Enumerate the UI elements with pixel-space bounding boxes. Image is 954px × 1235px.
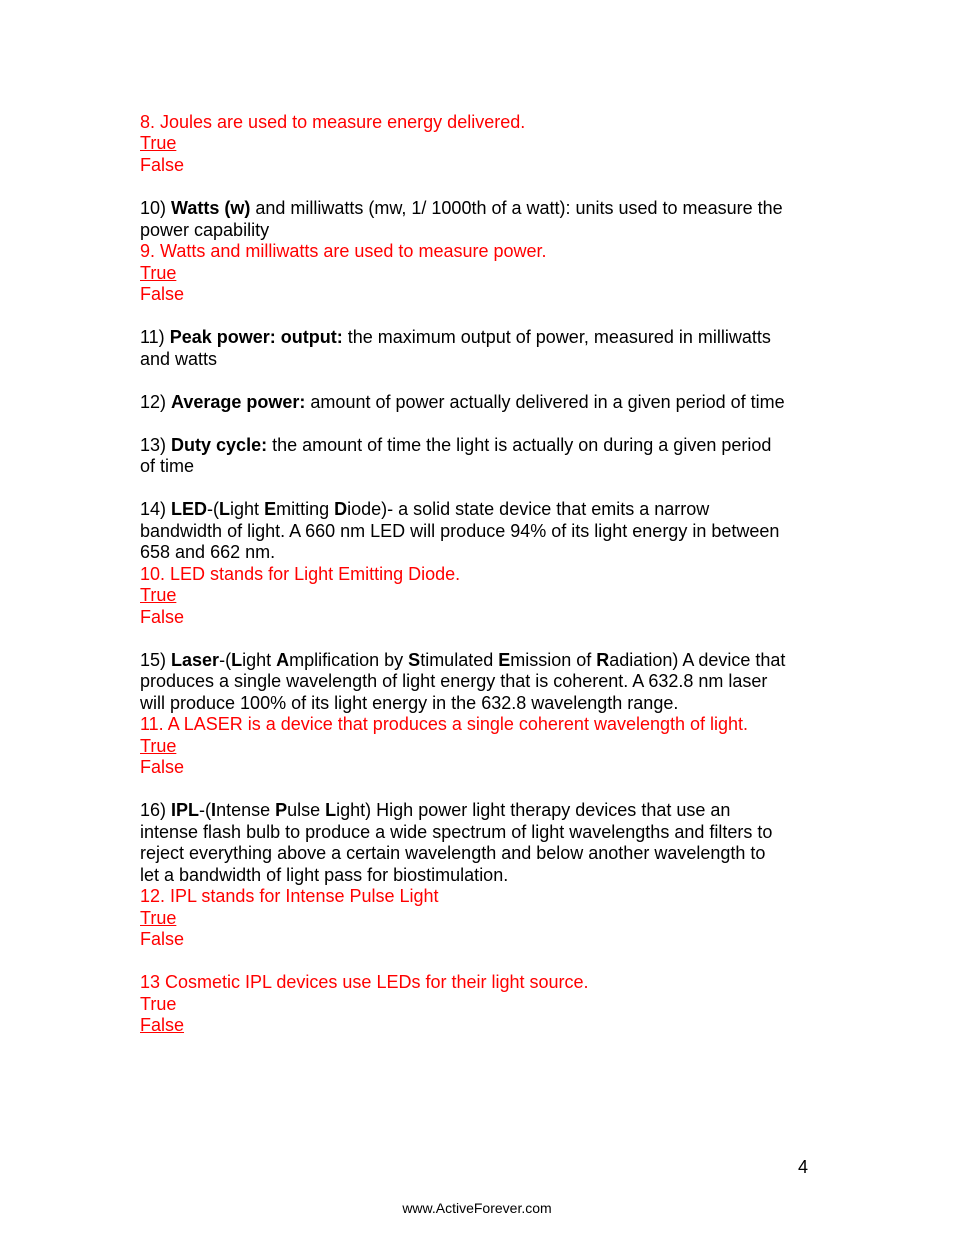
- term-peak-power: Peak power: output:: [169, 327, 343, 347]
- term-laser: Laser: [171, 650, 220, 670]
- definition-14-line-2: bandwidth of light. A 660 nm LED will produce 94% of its light energy in between: [140, 521, 780, 541]
- text-fragment: mplification by: [289, 650, 409, 670]
- term-average-power: Average power:: [171, 392, 306, 412]
- definition-16-line-1: [140, 800, 730, 822]
- definition-13-line-1: [140, 435, 771, 457]
- quiz-answer-false-10: False: [140, 607, 185, 627]
- text-fragment: -(: [207, 499, 220, 519]
- item-number: 16): [140, 800, 172, 820]
- definition-15-line-1: [140, 650, 785, 672]
- text-fragment: iode)- a solid state device that emits a narrow: [347, 499, 710, 519]
- term-duty-cycle: Duty cycle:: [171, 435, 268, 455]
- item-number: 11): [140, 327, 170, 347]
- definition-11-line-2: and watts: [140, 349, 218, 369]
- acronym-letter: P: [275, 800, 288, 820]
- underline-trailing-space: [184, 1015, 202, 1037]
- text-fragment: mission of: [510, 650, 597, 670]
- definition-14-line-1: [140, 499, 709, 521]
- quiz-question-10: 10. LED stands for Light Emitting Diode.: [140, 564, 461, 584]
- text-fragment: ight: [242, 650, 277, 670]
- term-led: LED: [171, 499, 208, 519]
- acronym-letter: E: [498, 650, 511, 670]
- quiz-question-11: 11. A LASER is a device that produces a single coherent wavelength of light.: [140, 714, 749, 734]
- definition-11-line-1: [140, 327, 771, 349]
- text-fragment: ight) High power light therapy devices that use an: [336, 800, 731, 820]
- definition-16-line-2: intense flash bulb to produce a wide spectrum of light wavelengths and filters to: [140, 822, 773, 842]
- quiz-answer-false-11: False: [140, 757, 185, 777]
- answer-text: False: [140, 1015, 185, 1035]
- acronym-letter: I: [211, 800, 217, 820]
- quiz-answer-true-12: True: [140, 908, 177, 928]
- quiz-answer-true-11: True: [140, 736, 177, 756]
- quiz-question-12: 12. IPL stands for Intense Pulse Light: [140, 886, 439, 906]
- item-number: 10): [140, 198, 172, 218]
- term-ipl: IPL: [171, 800, 200, 820]
- definition-10-line-2: power capability: [140, 220, 270, 240]
- quiz-question-8: 8. Joules are used to measure energy delivered.: [140, 112, 526, 132]
- definition-15-line-3: will produce 100% of its light energy in the 632.8 wavelength range.: [140, 693, 679, 713]
- acronym-letter: L: [219, 499, 231, 519]
- definition-12-line-1: [140, 392, 785, 414]
- text-fragment: mitting: [276, 499, 335, 519]
- footer-url: www.ActiveForever.com: [402, 1200, 552, 1216]
- text-fragment: -(: [219, 650, 232, 670]
- text-fragment: adiation) A device that: [609, 650, 786, 670]
- text-fragment: ntense: [216, 800, 276, 820]
- quiz-answer-false-9: False: [140, 284, 185, 304]
- quiz-answer-true-9: True: [140, 263, 177, 283]
- definition-text: the maximum output of power, measured in milliwatts: [342, 327, 771, 347]
- acronym-letter: S: [408, 650, 421, 670]
- definition-13-line-2: of time: [140, 456, 195, 476]
- quiz-question-13: 13 Cosmetic IPL devices use LEDs for their light source.: [140, 972, 589, 992]
- text-fragment: -(: [199, 800, 212, 820]
- item-number: 13): [140, 435, 172, 455]
- acronym-letter: E: [264, 499, 277, 519]
- acronym-letter: A: [276, 650, 290, 670]
- quiz-answer-true-10: True: [140, 585, 177, 605]
- acronym-letter: D: [334, 499, 348, 519]
- item-number: 12): [140, 392, 172, 412]
- term-watts: Watts (w): [171, 198, 251, 218]
- definition-text: the amount of time the light is actually on during a given period: [267, 435, 772, 455]
- definition-text: and milliwatts (mw, 1/ 1000th of a watt): units used to measure the: [250, 198, 783, 218]
- acronym-letter: L: [325, 800, 337, 820]
- acronym-letter: L: [231, 650, 243, 670]
- acronym-letter: R: [596, 650, 610, 670]
- text-fragment: timulated: [420, 650, 499, 670]
- definition-10-line-1: [140, 198, 783, 220]
- quiz-answer-false-13: [140, 1015, 220, 1037]
- quiz-answer-false-12: False: [140, 929, 185, 949]
- text-fragment: ight: [230, 499, 265, 519]
- definition-text: amount of power actually delivered in a given period of time: [305, 392, 785, 412]
- item-number: 14): [140, 499, 172, 519]
- definition-15-line-2: produces a single wavelength of light energy that is coherent. A 632.8 nm laser: [140, 671, 768, 691]
- item-number: 15): [140, 650, 172, 670]
- quiz-answer-true-8: True: [140, 133, 177, 153]
- quiz-answer-true-13: True: [140, 994, 177, 1014]
- definition-14-line-3: 658 and 662 nm.: [140, 542, 276, 562]
- definition-16-line-4: let a bandwidth of light pass for biostimulation.: [140, 865, 509, 885]
- quiz-question-9: 9. Watts and milliwatts are used to measure power.: [140, 241, 547, 261]
- page-number: 4: [798, 1157, 809, 1177]
- quiz-answer-false-8: False: [140, 155, 185, 175]
- definition-16-line-3: reject everything above a certain wavelength and below another wavelength to: [140, 843, 766, 863]
- text-fragment: ulse: [287, 800, 326, 820]
